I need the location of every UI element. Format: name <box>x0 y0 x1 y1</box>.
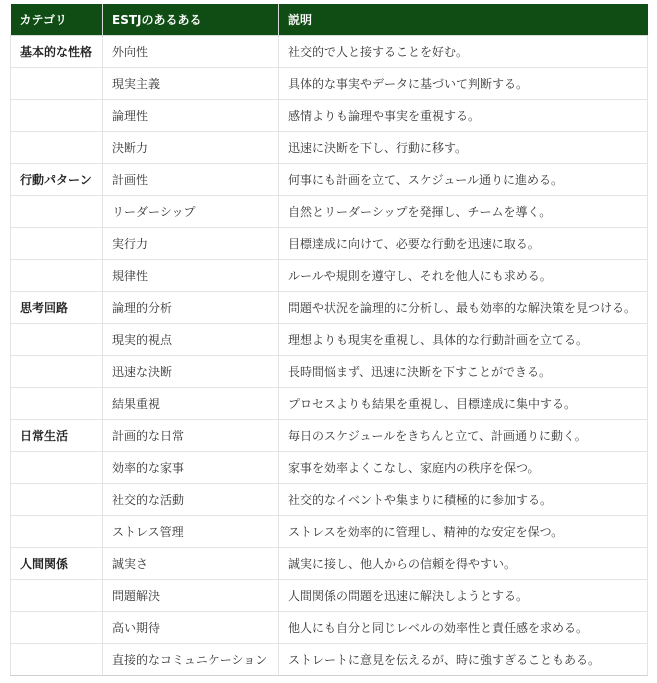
trait-cell: 論理的分析 <box>103 292 279 324</box>
trait-cell: 外向性 <box>103 36 279 68</box>
trait-cell: ストレス管理 <box>103 516 279 548</box>
table-row <box>11 452 648 484</box>
table-row <box>11 580 648 612</box>
category-cell <box>11 644 103 676</box>
description-cell: ルールや規則を遵守し、それを他人にも求める。 <box>279 260 648 292</box>
header-trait: ESTJのあるある <box>103 4 279 36</box>
category-cell <box>11 484 103 516</box>
table-row <box>11 132 648 164</box>
table-header-row <box>11 4 648 36</box>
table-row <box>11 196 648 228</box>
description-cell: 感情よりも論理や事実を重視する。 <box>279 100 648 132</box>
description-cell: ストレスを効率的に管理し、精神的な安定を保つ。 <box>279 516 648 548</box>
table-row <box>11 420 648 452</box>
category-cell: 日常生活 <box>11 420 103 452</box>
category-cell <box>11 452 103 484</box>
trait-cell: 現実的視点 <box>103 324 279 356</box>
category-cell <box>11 580 103 612</box>
category-cell <box>11 132 103 164</box>
description-cell: 問題や状況を論理的に分析し、最も効率的な解決策を見つける。 <box>279 292 648 324</box>
description-cell: 長時間悩まず、迅速に決断を下すことができる。 <box>279 356 648 388</box>
category-cell <box>11 68 103 100</box>
header-category: カテゴリ <box>11 4 103 36</box>
category-cell <box>11 516 103 548</box>
description-cell: 迅速に決断を下し、行動に移す。 <box>279 132 648 164</box>
trait-cell: 問題解決 <box>103 580 279 612</box>
category-cell <box>11 388 103 420</box>
description-cell: 何事にも計画を立て、スケジュール通りに進める。 <box>279 164 648 196</box>
category-cell <box>11 100 103 132</box>
category-cell <box>11 612 103 644</box>
category-cell <box>11 196 103 228</box>
table-row <box>11 548 648 580</box>
category-cell: 行動パターン <box>11 164 103 196</box>
trait-cell: 論理性 <box>103 100 279 132</box>
header-description: 説明 <box>279 4 648 36</box>
trait-cell: 規律性 <box>103 260 279 292</box>
category-cell <box>11 260 103 292</box>
description-cell: 社交的で人と接することを好む。 <box>279 36 648 68</box>
description-cell: 具体的な事実やデータに基づいて判断する。 <box>279 68 648 100</box>
category-cell <box>11 356 103 388</box>
table-row <box>11 516 648 548</box>
table-row <box>11 484 648 516</box>
category-cell <box>11 324 103 356</box>
description-cell: 目標達成に向けて、必要な行動を迅速に取る。 <box>279 228 648 260</box>
table-row <box>11 356 648 388</box>
description-cell: 毎日のスケジュールをきちんと立て、計画通りに動く。 <box>279 420 648 452</box>
category-cell <box>11 228 103 260</box>
category-cell: 基本的な性格 <box>11 36 103 68</box>
trait-cell: 結果重視 <box>103 388 279 420</box>
table-row <box>11 324 648 356</box>
trait-cell: 誠実さ <box>103 548 279 580</box>
category-cell: 人間関係 <box>11 548 103 580</box>
table-row <box>11 36 648 68</box>
description-cell: 理想よりも現実を重視し、具体的な行動計画を立てる。 <box>279 324 648 356</box>
trait-cell: 迅速な決断 <box>103 356 279 388</box>
trait-cell: 効率的な家事 <box>103 452 279 484</box>
estj-traits-table <box>10 4 648 676</box>
description-cell: 家事を効率よくこなし、家庭内の秩序を保つ。 <box>279 452 648 484</box>
description-cell: 誠実に接し、他人からの信頼を得やすい。 <box>279 548 648 580</box>
description-cell: プロセスよりも結果を重視し、目標達成に集中する。 <box>279 388 648 420</box>
trait-cell: 決断力 <box>103 132 279 164</box>
table-body <box>11 36 648 676</box>
description-cell: ストレートに意見を伝えるが、時に強すぎることもある。 <box>279 644 648 676</box>
trait-cell: 計画的な日常 <box>103 420 279 452</box>
table-row <box>11 68 648 100</box>
table-row <box>11 388 648 420</box>
description-cell: 自然とリーダーシップを発揮し、チームを導く。 <box>279 196 648 228</box>
table-row <box>11 644 648 676</box>
description-cell: 他人にも自分と同じレベルの効率性と責任感を求める。 <box>279 612 648 644</box>
trait-cell: 社交的な活動 <box>103 484 279 516</box>
description-cell: 人間関係の問題を迅速に解決しようとする。 <box>279 580 648 612</box>
table-row <box>11 100 648 132</box>
category-cell: 思考回路 <box>11 292 103 324</box>
trait-cell: 現実主義 <box>103 68 279 100</box>
table-row <box>11 164 648 196</box>
trait-cell: 実行力 <box>103 228 279 260</box>
trait-cell: 高い期待 <box>103 612 279 644</box>
trait-cell: 計画性 <box>103 164 279 196</box>
table-row <box>11 612 648 644</box>
trait-cell: リーダーシップ <box>103 196 279 228</box>
table-row <box>11 260 648 292</box>
table-row <box>11 292 648 324</box>
description-cell: 社交的なイベントや集まりに積極的に参加する。 <box>279 484 648 516</box>
trait-cell: 直接的なコミュニケーション <box>103 644 279 676</box>
table-row <box>11 228 648 260</box>
